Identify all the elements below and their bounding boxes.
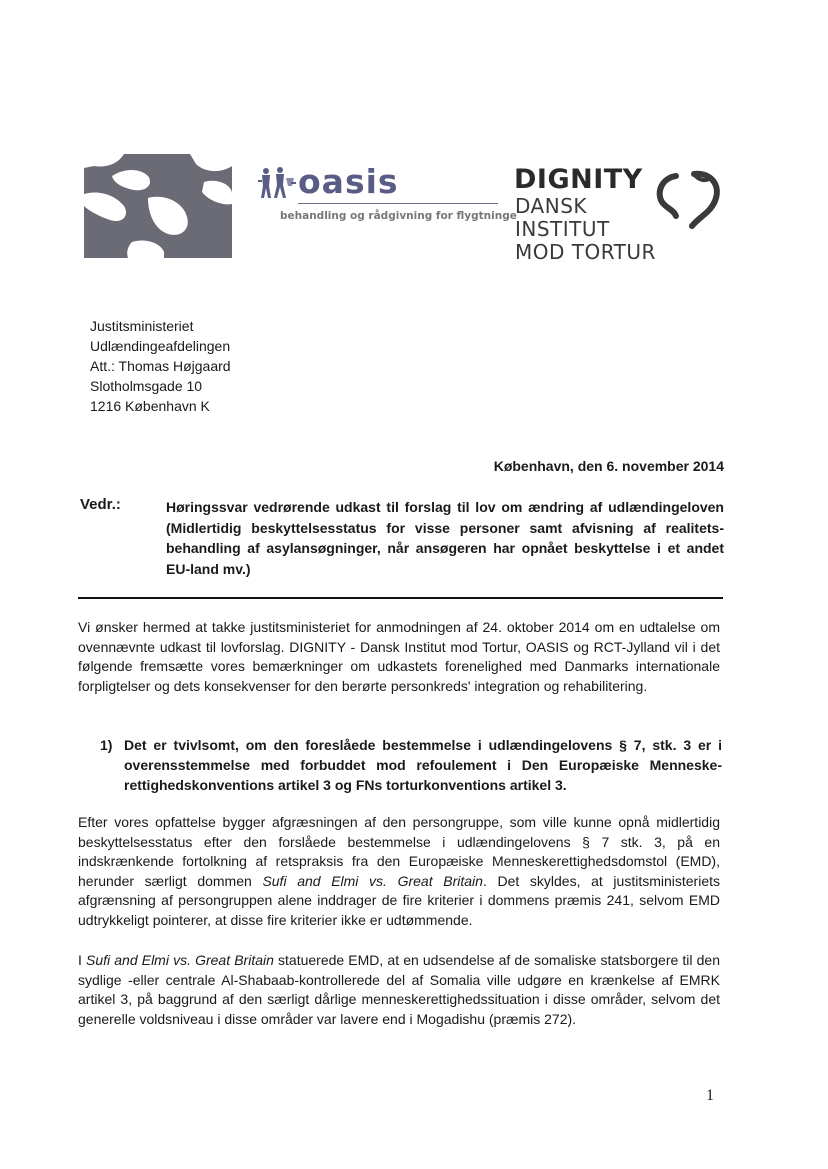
intro-paragraph: Vi ønsker hermed at takke justitsministeriet for anmodningen af 24. oktober 2014 om en udtalelse om ovennævnte udkast til lovforslag. DIGNITY - Dansk Institut mod Tortur, OASIS og RCT-Jylland vil i det følgende fremsætte vores bemærkninger om udkastets forenelighed med Danmarks internationale forpligtelser og dets konsekvenser for den berørte personkreds' integration og rehabilitering. xyxy=(78,619,720,694)
address-line: Att.: Thomas Højgaard xyxy=(90,358,231,374)
rct-logo xyxy=(84,154,232,258)
address-line: 1216 København K xyxy=(90,398,210,414)
divider xyxy=(78,597,723,599)
oasis-tagline: behandling og rådgivning for flygtninge xyxy=(280,210,517,222)
case-name: Sufi and Elmi vs. Great Britain xyxy=(262,872,483,889)
body-paragraph-2 xyxy=(78,813,720,930)
heading-text: Det er tvivlsomt, om den foreslåede bestemmelse i udlændingelovens § 7, stk. 3 er i overensstemmelse med forbuddet mod refoulement i Den Europæiske Menneske-rettighedskonventions artikel 3 og FNs torturkonventions artikel 3. xyxy=(124,737,722,793)
dignity-logo xyxy=(514,164,724,266)
oasis-wordmark: oasis xyxy=(298,162,399,201)
paragraph-text: Efter vores opfattelse bygger afgræsningen af den persongruppe, som ville kunne opnå midlertidig beskyttelsesstatus efter den forslåede bestemmelse i udlændingelovens § 7 stk. 3, på en indskrænkende fortolkning af retspraksis fra den Europæiske Menneskerettighedsdomstol (EMD), herunder særligt dommen xyxy=(78,814,720,889)
dignity-wordmark: DIGNITY xyxy=(514,164,643,195)
section-heading-1 xyxy=(100,735,722,795)
paragraph-text: statuerede EMD, at en udsendelse af de somaliske statsborgere til den sydlige -eller centrale Al-Shabaab-kontrollerede del af Somalia ville udgøre en krænkelse af EMRK artikel 3, på baggrund af den særligt dårlige menneskerettighedssituation i disse områder, selvom det generelle voldsniveau i disse områder var lavere end i Mogadishu (præmis 272). xyxy=(78,952,720,1027)
oasis-logo xyxy=(258,162,517,226)
paragraph-text: I xyxy=(78,952,87,968)
dignity-symbol-icon xyxy=(654,170,722,230)
page-number: 1 xyxy=(706,1087,714,1104)
recipient-address xyxy=(90,316,231,416)
oasis-underline xyxy=(298,203,498,204)
case-name: Sufi and Elmi vs. Great Britain xyxy=(86,952,274,968)
address-line: Justitsministeriet xyxy=(90,318,194,334)
subject-label: Vedr.: xyxy=(80,496,121,513)
paragraph-text: . Det skyldes, at justitsministeriets afgrænsning af persongruppen alene inddrager de fire kriterier i dommens præmis 241, selvom EMD udtrykkeligt pointerer, at disse fire kriterier ikke er udtømmende. xyxy=(78,872,720,928)
address-line: Slotholmsgade 10 xyxy=(90,378,203,394)
heading-number: 1) xyxy=(100,737,113,753)
dignity-line-2: INSTITUT xyxy=(515,217,610,241)
address-line: Udlændingeafdelingen xyxy=(90,338,231,354)
body-paragraph-3 xyxy=(78,951,720,1029)
people-icon xyxy=(258,166,296,200)
letter-date: København, den 6. november 2014 xyxy=(493,458,724,474)
dignity-line-3: MOD TORTUR xyxy=(515,240,656,264)
subject-text: Høringssvar vedrørende udkast til forslag til lov om ændring af udlændingeloven (Midlertidig beskyttelsesstatus for visse personer samt afvisning af realitets-behandling af asylansøgninger, når ansøgeren har opnået beskyttelse i et andet EU-land mv.) xyxy=(166,499,724,577)
dignity-line-1: DANSK xyxy=(515,194,588,218)
